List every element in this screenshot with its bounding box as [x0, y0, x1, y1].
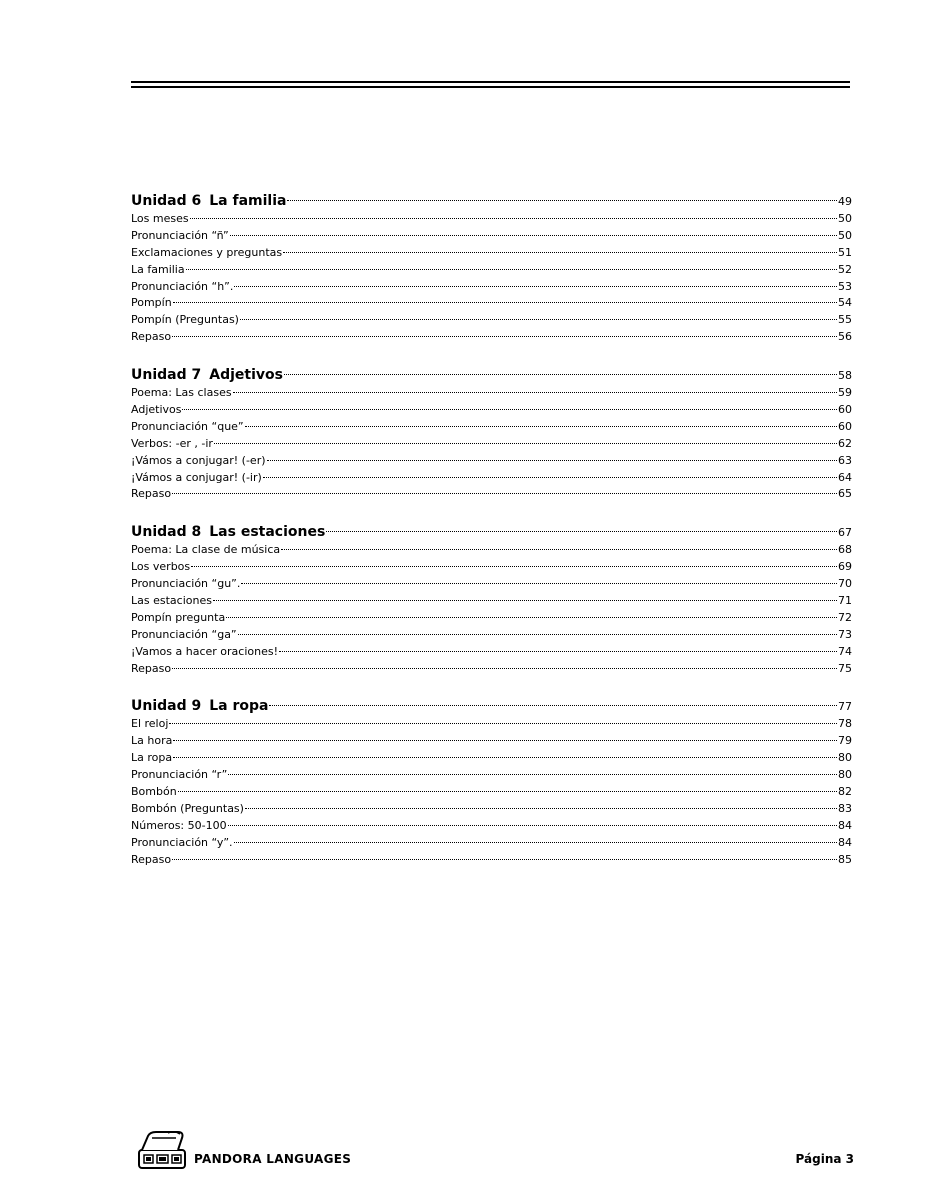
entry-label: Adjetivos [131, 403, 182, 417]
entry-label: El reloj [131, 717, 169, 731]
entry-label: Pompín [131, 296, 172, 310]
unit-number: Unidad 7 [131, 367, 202, 384]
entry-page-number: 63 [838, 453, 852, 467]
entry-label: La ropa [131, 751, 173, 765]
toc-entry [131, 295, 852, 312]
unit-name: Adjetivos [209, 367, 283, 384]
toc-entry [131, 852, 852, 869]
entry-label: Verbos: -er , -ir [131, 436, 213, 450]
entry-label: Poema: La clase de música [131, 543, 281, 557]
entry-page-number: 52 [838, 262, 852, 276]
unit-title [131, 192, 286, 211]
dot-leader [228, 825, 837, 826]
dot-leader [267, 460, 837, 461]
toc-entry [131, 818, 852, 835]
entry-page-number: 54 [838, 296, 852, 310]
dot-leader [213, 600, 837, 601]
toc-entry [131, 733, 852, 750]
entry-label: Bombón (Preguntas) [131, 801, 244, 815]
page-number: Página 3 [795, 1152, 854, 1166]
entry-label: La familia [131, 262, 185, 276]
dot-leader [245, 426, 837, 427]
toc-entry [131, 385, 852, 402]
unit-title [131, 366, 283, 385]
entry-label: Repaso [131, 661, 172, 675]
unit-name: La familia [209, 193, 287, 209]
dot-leader [281, 549, 837, 550]
entry-page-number: 56 [838, 330, 852, 344]
toc-unit [131, 523, 852, 677]
entry-page-number: 55 [838, 313, 852, 327]
dot-leader [284, 374, 837, 375]
entry-label: Los verbos [131, 560, 191, 574]
entry-label: Las estaciones [131, 594, 212, 608]
toc-entry [131, 644, 852, 661]
toc-entry [131, 593, 852, 610]
dot-leader [238, 634, 837, 635]
pandora-box-logo-icon [138, 1128, 188, 1172]
toc-entry [131, 402, 852, 419]
unit-heading [131, 523, 852, 542]
entry-page-number: 65 [838, 487, 852, 501]
toc-entry [131, 329, 852, 346]
dot-leader [214, 443, 837, 444]
entry-page-number: 71 [838, 594, 852, 608]
entry-page-number: 82 [838, 785, 852, 799]
toc-entry [131, 211, 852, 228]
toc-entry [131, 784, 852, 801]
toc-entry [131, 542, 852, 559]
entry-page-number: 53 [838, 279, 852, 293]
entry-page-number: 80 [838, 768, 852, 782]
entry-page-number: 64 [838, 470, 852, 484]
entry-label: Repaso [131, 487, 172, 501]
toc-entry [131, 835, 852, 852]
dot-leader [191, 566, 837, 567]
entry-page-number: 83 [838, 801, 852, 815]
unit-heading [131, 366, 852, 385]
unit-number: Unidad 9 [131, 698, 202, 715]
toc-entry [131, 716, 852, 733]
dot-leader [186, 269, 837, 270]
entry-page-number: 84 [838, 818, 852, 832]
entry-label: Pronunciación “que” [131, 419, 244, 433]
entry-page-number: 79 [838, 734, 852, 748]
toc-entry [131, 559, 852, 576]
dot-leader [173, 757, 837, 758]
dot-leader [283, 252, 837, 253]
entry-page-number: 51 [838, 245, 852, 259]
entry-label: Pronunciación “ga” [131, 627, 237, 641]
toc-entry [131, 262, 852, 279]
dot-leader [263, 477, 837, 478]
entry-page-number: 78 [838, 717, 852, 731]
entry-label: Repaso [131, 330, 172, 344]
entry-label: Bombón [131, 785, 177, 799]
dot-leader [234, 286, 837, 287]
entry-label: ¡Vámos a conjugar! (-er) [131, 453, 266, 467]
toc-entry [131, 610, 852, 627]
dot-leader [173, 740, 837, 741]
toc-unit [131, 192, 852, 346]
toc-unit [131, 366, 852, 503]
entry-label: Pronunciación “ñ” [131, 228, 229, 242]
entry-page-number: 62 [838, 436, 852, 450]
dot-leader [269, 705, 837, 706]
toc-entry [131, 279, 852, 296]
dot-leader [182, 409, 837, 410]
dot-leader [241, 583, 837, 584]
dot-leader [172, 859, 837, 860]
toc-unit [131, 697, 852, 868]
toc-entry [131, 453, 852, 470]
entry-page-number: 74 [838, 644, 852, 658]
unit-page-number: 58 [838, 369, 852, 383]
toc-entry [131, 228, 852, 245]
table-of-contents [131, 192, 852, 889]
dot-leader [233, 392, 837, 393]
page-footer [138, 1128, 854, 1172]
unit-title [131, 523, 325, 542]
dot-leader [178, 791, 837, 792]
dot-leader [190, 218, 837, 219]
dot-leader [230, 235, 837, 236]
unit-page-number: 49 [838, 195, 852, 208]
entry-page-number: 80 [838, 751, 852, 765]
dot-leader [245, 808, 837, 809]
entry-page-number: 69 [838, 560, 852, 574]
entry-page-number: 85 [838, 852, 852, 866]
entry-label: Poema: Las clases [131, 386, 232, 400]
entry-page-number: 84 [838, 835, 852, 849]
unit-name: Las estaciones [209, 524, 326, 541]
toc-entry [131, 245, 852, 262]
toc-entry [131, 767, 852, 784]
entry-label: Pronunciación “y”. [131, 835, 233, 849]
entry-page-number: 59 [838, 386, 852, 400]
toc-entry [131, 576, 852, 593]
dot-leader [172, 668, 837, 669]
dot-leader [228, 774, 837, 775]
unit-page-number: 67 [838, 526, 852, 540]
toc-entry [131, 470, 852, 487]
dot-leader [240, 319, 837, 320]
dot-leader [169, 723, 837, 724]
dot-leader [234, 842, 837, 843]
unit-number: Unidad 6 [131, 193, 202, 209]
dot-leader [173, 302, 837, 303]
entry-label: La hora [131, 734, 173, 748]
entry-page-number: 60 [838, 403, 852, 417]
unit-heading [131, 192, 852, 211]
dot-leader [326, 531, 837, 532]
dot-leader [287, 200, 837, 201]
header-rule-bottom [131, 86, 850, 88]
toc-entry [131, 750, 852, 767]
entry-label: Pronunciación “h”. [131, 279, 234, 293]
toc-entry [131, 486, 852, 503]
entry-label: Números: 50-100 [131, 818, 227, 832]
entry-page-number: 72 [838, 610, 852, 624]
unit-number: Unidad 8 [131, 524, 202, 541]
entry-label: Repaso [131, 852, 172, 866]
toc-entry [131, 627, 852, 644]
unit-page-number: 77 [838, 700, 852, 714]
entry-page-number: 70 [838, 577, 852, 591]
toc-entry [131, 419, 852, 436]
toc-entry [131, 661, 852, 678]
dot-leader [172, 493, 837, 494]
unit-heading [131, 697, 852, 716]
entry-label: Los meses [131, 212, 189, 225]
brand-name: PANDORA LANGUAGES [194, 1152, 352, 1166]
entry-label: Pronunciación “gu”. [131, 577, 241, 591]
entry-label: Pronunciación “r” [131, 768, 228, 782]
unit-title [131, 697, 268, 716]
entry-label: Pompín (Preguntas) [131, 313, 239, 327]
entry-page-number: 50 [838, 212, 852, 225]
toc-entry [131, 312, 852, 329]
entry-label: ¡Vamos a hacer oraciones! [131, 644, 278, 658]
entry-label: Exclamaciones y preguntas [131, 245, 283, 259]
header-rule-top [131, 81, 850, 83]
entry-page-number: 75 [838, 661, 852, 675]
toc-entry [131, 801, 852, 818]
entry-page-number: 73 [838, 627, 852, 641]
unit-name: La ropa [209, 698, 269, 715]
entry-page-number: 50 [838, 228, 852, 242]
dot-leader [172, 336, 837, 337]
entry-page-number: 60 [838, 419, 852, 433]
toc-entry [131, 436, 852, 453]
entry-page-number: 68 [838, 543, 852, 557]
entry-label: ¡Vámos a conjugar! (-ir) [131, 470, 262, 484]
entry-label: Pompín pregunta [131, 610, 226, 624]
dot-leader [279, 651, 837, 652]
dot-leader [226, 617, 837, 618]
